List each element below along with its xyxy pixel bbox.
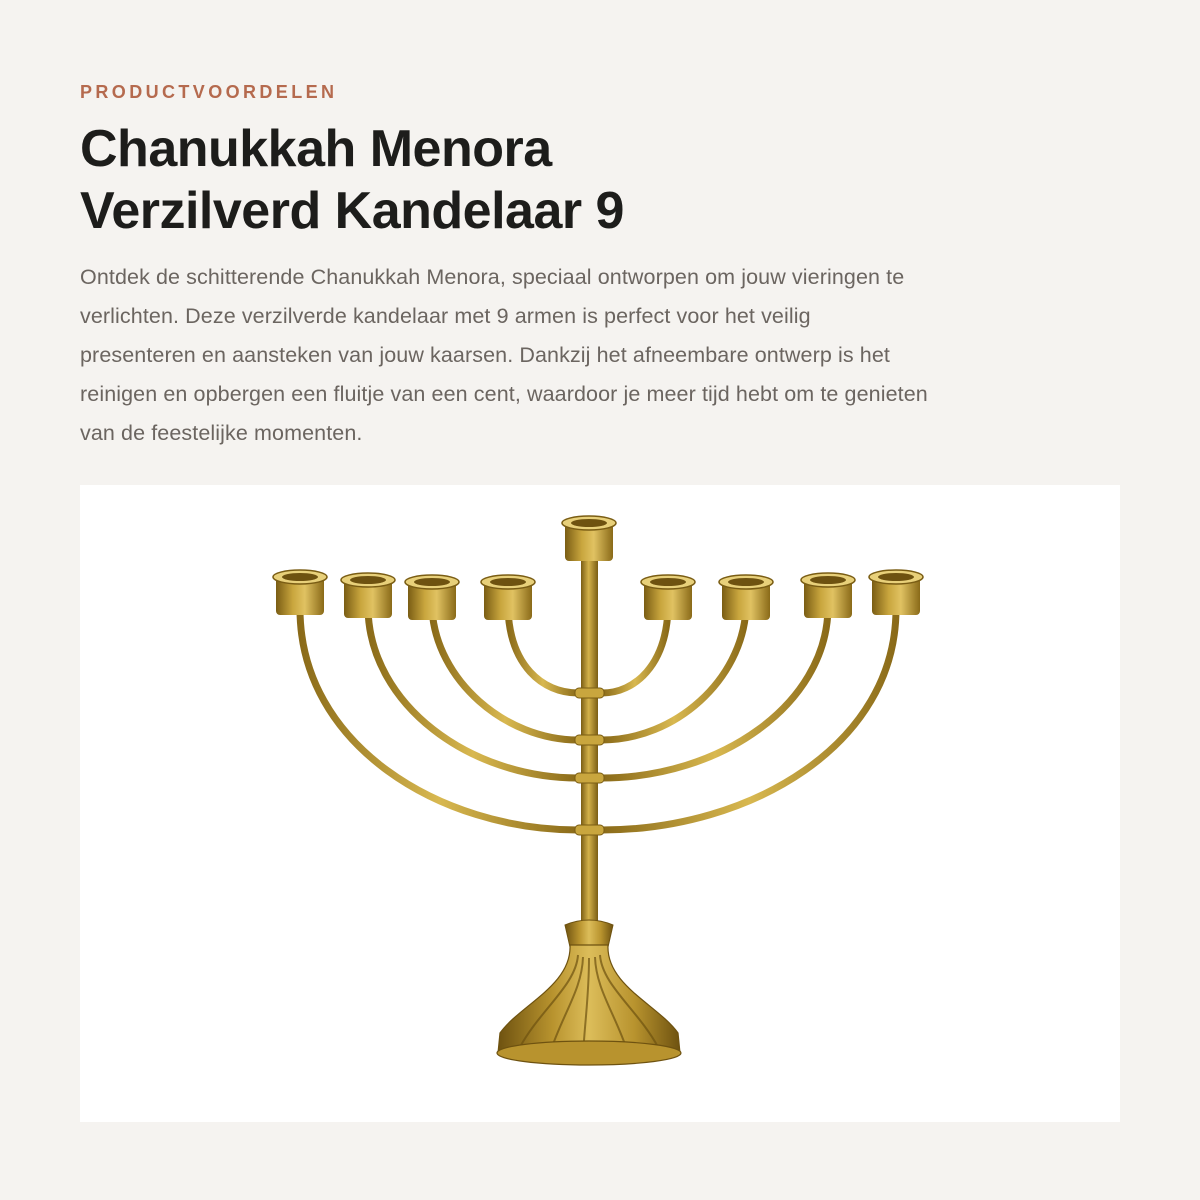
menorah-photo bbox=[80, 485, 1120, 1122]
candle-cup bbox=[719, 575, 773, 620]
menorah-base bbox=[497, 920, 681, 1065]
description-line: verlichten. Deze verzilverde kandelaar met 9 armen is perfect voor het veilig bbox=[80, 304, 811, 328]
candle-cup bbox=[405, 575, 459, 620]
candle-cup bbox=[341, 573, 395, 618]
menorah-arm bbox=[602, 609, 746, 740]
stem-collar bbox=[575, 735, 604, 745]
product-description bbox=[80, 258, 1120, 453]
description-line: van de feestelijke momenten. bbox=[80, 421, 363, 445]
menorah-arm bbox=[508, 609, 578, 693]
candle-cup bbox=[869, 570, 923, 615]
menorah-arm bbox=[602, 609, 828, 778]
description-line: presenteren en aansteken van jouw kaarsen. Dankzij het afneembare ontwerp is het bbox=[80, 343, 890, 367]
product-title bbox=[80, 118, 980, 242]
menorah-arm bbox=[602, 609, 896, 830]
menorah-arm bbox=[432, 609, 578, 740]
product-image bbox=[80, 485, 1120, 1122]
candle-cup bbox=[801, 573, 855, 618]
section-eyebrow: PRODUCTVOORDELEN bbox=[80, 82, 338, 102]
candle-cup bbox=[481, 575, 535, 620]
stem-collar bbox=[575, 825, 604, 835]
description-line: reinigen en opbergen een fluitje van een cent, waardoor je meer tijd hebt om te genieten bbox=[80, 382, 928, 406]
product-title-line: Chanukkah Menora bbox=[80, 120, 552, 178]
product-benefits-section bbox=[80, 0, 1120, 1200]
description-line: Ontdek de schitterende Chanukkah Menora, speciaal ontworpen om jouw vieringen te bbox=[80, 265, 905, 289]
menorah-arm bbox=[602, 609, 668, 693]
candle-cup bbox=[641, 575, 695, 620]
candle-cup bbox=[273, 570, 327, 615]
stem-collar bbox=[575, 773, 604, 783]
product-title-line: Verzilverd Kandelaar 9 bbox=[80, 182, 624, 240]
stem-collar bbox=[575, 688, 604, 698]
candle-cup-shamash bbox=[562, 516, 616, 561]
